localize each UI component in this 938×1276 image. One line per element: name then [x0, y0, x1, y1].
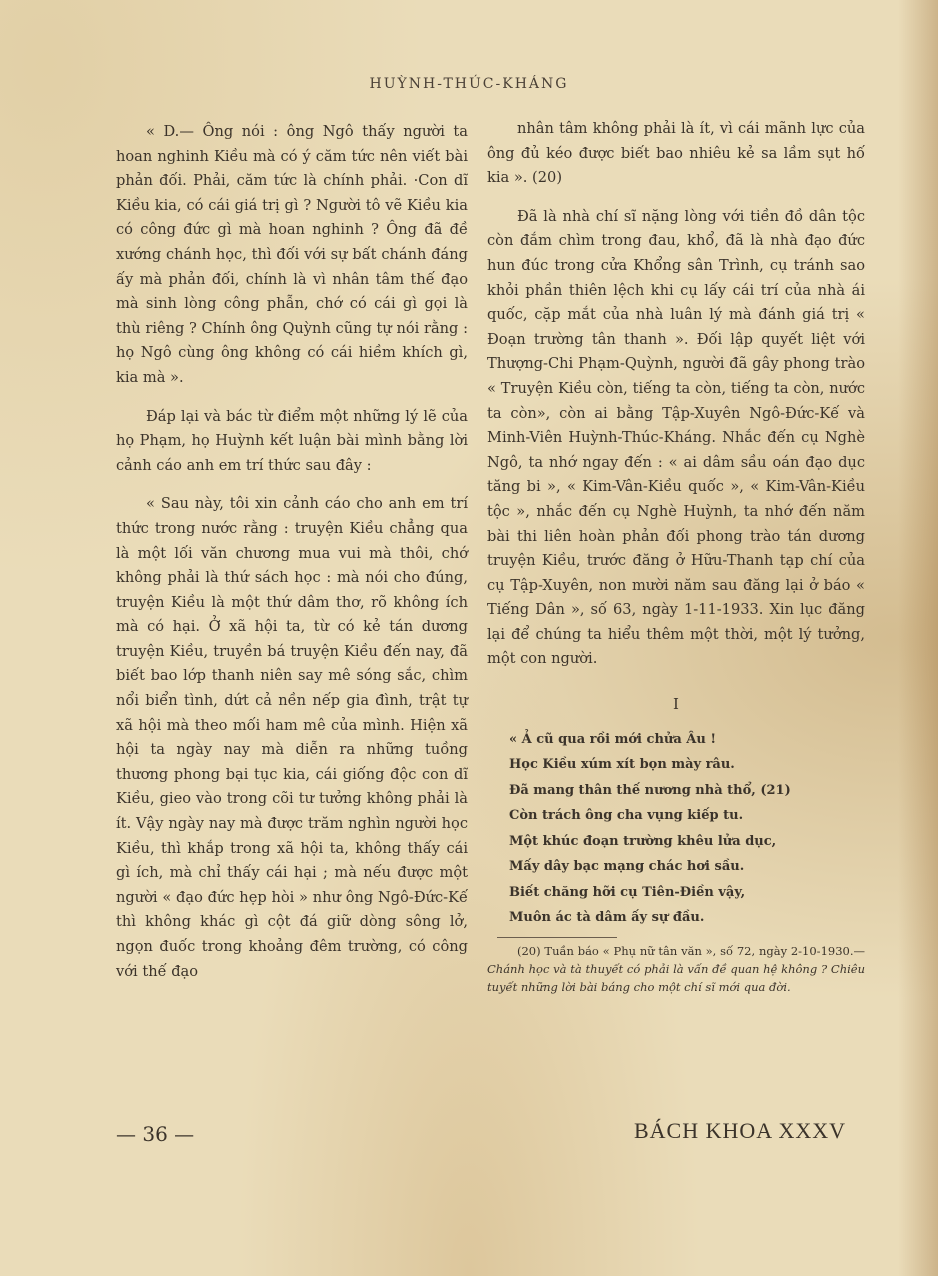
poem-line: Một khúc đoạn trường khêu lửa dục, [509, 833, 777, 849]
poem-line: Biết chăng hỡi cụ Tiên-Điền vậy, [509, 884, 746, 900]
running-header: HUỲNH-THÚC-KHÁNG [369, 76, 569, 92]
footnote-text: (20) Tuần báo « Phụ nữ tân văn », số 72, ngày 2-10-1930.— [517, 943, 865, 958]
paragraph: Đáp lại và bác từ điểm một những lý lẽ của họ Phạm, họ Huỳnh kết luận bài mình bằng lời cảnh cáo anh em trí thức sau đây : [116, 407, 468, 474]
poem-line: « Ả cũ qua rồi mới chửa Âu ! [509, 731, 717, 747]
paragraph: « D.— Ông nói : ông Ngô thấy người ta hoan nghinh Kiều mà có ý căm tức nên viết bài phản đối. Phải, căm tức là chính phải. ·Con dĩ Kiều kia, có cái giá trị gì ? Người tô vẽ Kiều kia có công đức gì mà hoan nghinh ? Ông đã đề xướng chánh học, thì đối với sự bất chánh đáng ấy mà phản đối, chính là vì nhân tâm thế đạo mà sinh lòng công phẫn, chớ có cái gì gọi là thù riêng ? Chính ông Quỳnh cũng tự nói rằng : họ Ngô cùng ông không có cái hiềm khích gì, kia mà ». [116, 123, 468, 386]
paragraph: Đã là nhà chí sĩ nặng lòng với tiền đồ dân tộc còn đắm chìm trong đau, khổ, đã là nhà đạo đức hun đúc trong cửa Khổng sân Trình, cụ tránh sao khỏi phần thiên lệch khi cụ lấy cái trí của nhà ái quốc, cặp mắt của nhà luân lý mà đánh giá trị « Đoạn trường tân thanh ». Đối lập quyết liệt với Thượng-Chi Phạm-Quỳnh, người đã gây phong trào « Truyện Kiều còn, tiếng ta còn, tiếng ta còn, nước ta còn», còn ai bằng Tập-Xuyên Ngô-Đức-Kế và Minh-Viên Huỳnh-Thúc-Kháng. Nhắc đến cụ Nghè Ngô, ta nhớ ngay đến : « ai dâm sầu oán đạo dục tăng bi », « Kim-Vân-Kiều quốc », « Kim-Vân-Kiều tộc », nhắc đến cụ Nghè Huỳnh, ta nhớ đến năm bài thi liên hoàn phản đối phong trào tán dương truyện Kiều, trước đăng ở Hữu-Thanh tạp chí của cụ Tập-Xuyên, non mười năm sau đăng lại ở báo « Tiếng Dân », số 63, ngày 1-11-1933. Xin lục đăng lại để chúng ta hiểu thêm một thời, một lý tưởng, một con người. [487, 207, 865, 668]
footnote [487, 942, 865, 996]
paragraph: nhân tâm không phải là ít, vì cái mãnh lực của ông đủ kéo được biết bao nhiêu kẻ sa lầm sụt hố kia ». (20) [487, 120, 865, 187]
poem-line: Đã mang thân thế nương nhà thổ, (21) [509, 782, 791, 798]
page-number: — 36 — [116, 1122, 195, 1146]
poem-line: Mấy dây bạc mạng chác hơi sầu. [509, 859, 745, 875]
poem-line: Học Kiều xúm xít bọn mày râu. [509, 757, 735, 773]
poem-line: Muôn ác tà dâm ấy sự đầu. [509, 910, 705, 926]
footnote-divider [497, 937, 617, 938]
page-edge-shadow [898, 0, 938, 1276]
poem [487, 727, 865, 931]
poem-line: Còn trách ông cha vụng kiếp tu. [509, 808, 744, 824]
poem-number: I [673, 695, 679, 714]
left-column [116, 120, 468, 998]
paragraph: « Sau này, tôi xin cảnh cáo cho anh em trí thức trong nước rằng : truyện Kiều chẳng qua là một lối văn chương mua vui mà thôi, chớ không phải là thứ sách học : mà nói cho đúng, truyện Kiều là một thứ dâm thơ, rõ không ích mà có hại. Ở xã hội ta, từ có kẻ tán dương truyện Kiều, truyền bá truyện Kiều đến nay, đã biết bao lớp thanh niên say mê sóng sắc, chìm nổi biển tình, dứt cả nền nếp gia đình, trật tự xã hội mà theo mối ham mê của mình. Hiện xã hội ta ngày nay mà diễn ra những tuồng thương phong bại tục kia, cái giống độc con dĩ Kiều, gieo vào trong cõi tư tưởng không phải là ít. Vậy ngày nay mà được trăm nghìn người học Kiều, thì khắp trong xã hội ta, không thấy cái gì ích, mà chỉ thấy cái hại ; mà nếu được một người « đạo đức hẹp hòi » như ông Ngô-Đức-Kế thì không khác gì cột đá giữ dòng sông lở, ngọn đuốc trong khoảng đêm trường, có công với thế đạo [116, 495, 468, 980]
footnote-italic-text: Chánh học và tà thuyết có phải là vấn đề quan hệ không ? Chiêu tuyết những lời bài báng cho một chí sĩ mới qua đời. [487, 961, 865, 994]
magazine-title: BÁCH KHOA XXXV [634, 1118, 847, 1143]
right-column [487, 117, 865, 1010]
